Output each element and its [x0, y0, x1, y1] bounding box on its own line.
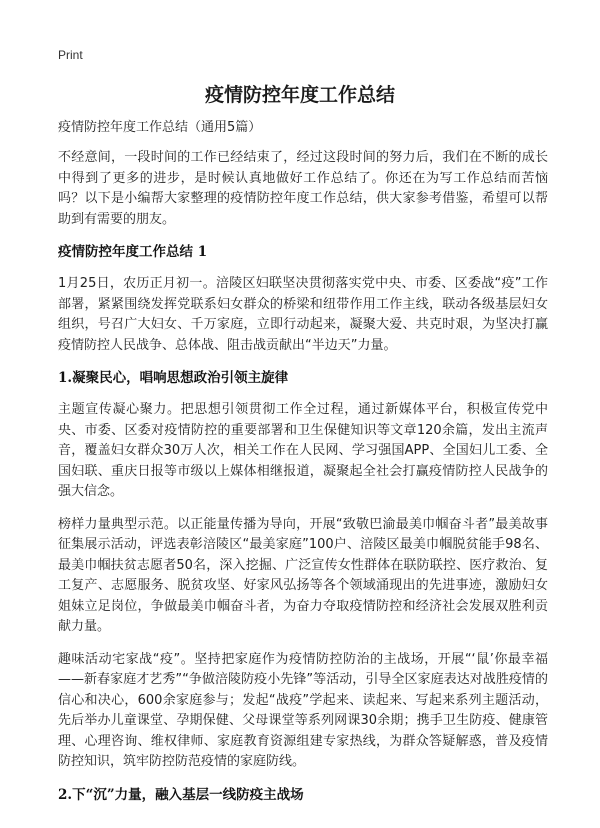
document-subtitle: 疫情防控年度工作总结（通用5篇）	[58, 120, 262, 135]
section-1-paragraph: 1月25日，农历正月初一。涪陵区妇联坚决贯彻落实党中央、市委、区委战“疫”工作部署，紧紧围绕发挥党联系妇女群众的桥梁和纽带作用工作主线，联动各级基层妇女组织，号召广大妇女、千万家庭，立即行动起来，凝聚大爱、共克时艰，为坚决打赢疫情防控人民战争、总体战、阻击战贡献出“半边天”力量。	[58, 276, 548, 353]
document-title: 疫情防控年度工作总结	[204, 84, 395, 106]
section-heading-1: 疫情防控年度工作总结 1	[58, 244, 208, 260]
subsection-1-paragraph-2: 榜样力量典型示范。以正能量传播为导向，开展“致敬巴渝最美巾帼奋斗者”最美故事征集展示活动，评选表彰涪陵区“最美家庭”100户、涪陵区最美巾帼脱贫能手98名、最美巾帼扶贫志愿者50名，深入挖掘、广泛宣传女性群体在联防联控、医疗救治、复工复产、志愿服务、脱贫攻坚、好家风弘扬等各个领域涌现出的先进事迹，激励妇女姐妹立足岗位，争做最美巾帼奋斗者，为奋力夺取疫情防控和经济社会发展双胜利贡献力量。	[58, 516, 548, 634]
print-link[interactable]: Print	[58, 48, 83, 62]
subsection-heading-2: 2.下“沉”力量，融入基层一线防疫主战场	[58, 786, 304, 803]
subsection-1-paragraph-3: 趣味活动宅家战“疫”。坚持把家庭作为疫情防控防治的主战场，开展“‘鼠’你最幸福——新春家庭才艺秀”“争做涪陵防疫小先锋”等活动，引导全区家庭表达对战胜疫情的信心和决心，600余家庭参与；发起“战疫”学起来、读起来、写起来系列主题活动，先后举办儿童课堂、孕期保健、父母课堂等系列网课30余期；携手卫生防疫、健康管理、心理咨询、维权律师、家庭教育资源组建专家热线，为群众答疑解惑，普及疫情防控知识，筑牢防控防范疫情的家庭防线。	[58, 651, 548, 769]
document-body	[58, 118, 548, 817]
intro-paragraph: 不经意间，一段时间的工作已经结束了，经过这段时间的努力后，我们在不断的成长中得到了更多的进步，是时候认真地做好工作总结了。你还在为写工作总结而苦恼吗？以下是小编帮大家整理的疫情防控年度工作总结，供大家参考借鉴，希望可以帮助到有需要的朋友。	[58, 150, 548, 227]
subsection-heading-1: 1.凝聚民心，唱响思想政治引领主旋律	[58, 370, 289, 386]
subsection-1-paragraph-1: 主题宣传凝心聚力。把思想引领贯彻工作全过程，通过新媒体平台，积极宣传党中央、市委、区委对疫情防控的重要部署和卫生保健知识等文章120余篇，发出主流声音，覆盖妇女群众30万人次，相关工作在人民网、学习强国APP、全国妇儿工委、全国妇联、重庆日报等市级以上媒体相继报道，凝聚起全社会打赢疫情防控人民战争的强大信念。	[58, 402, 548, 499]
